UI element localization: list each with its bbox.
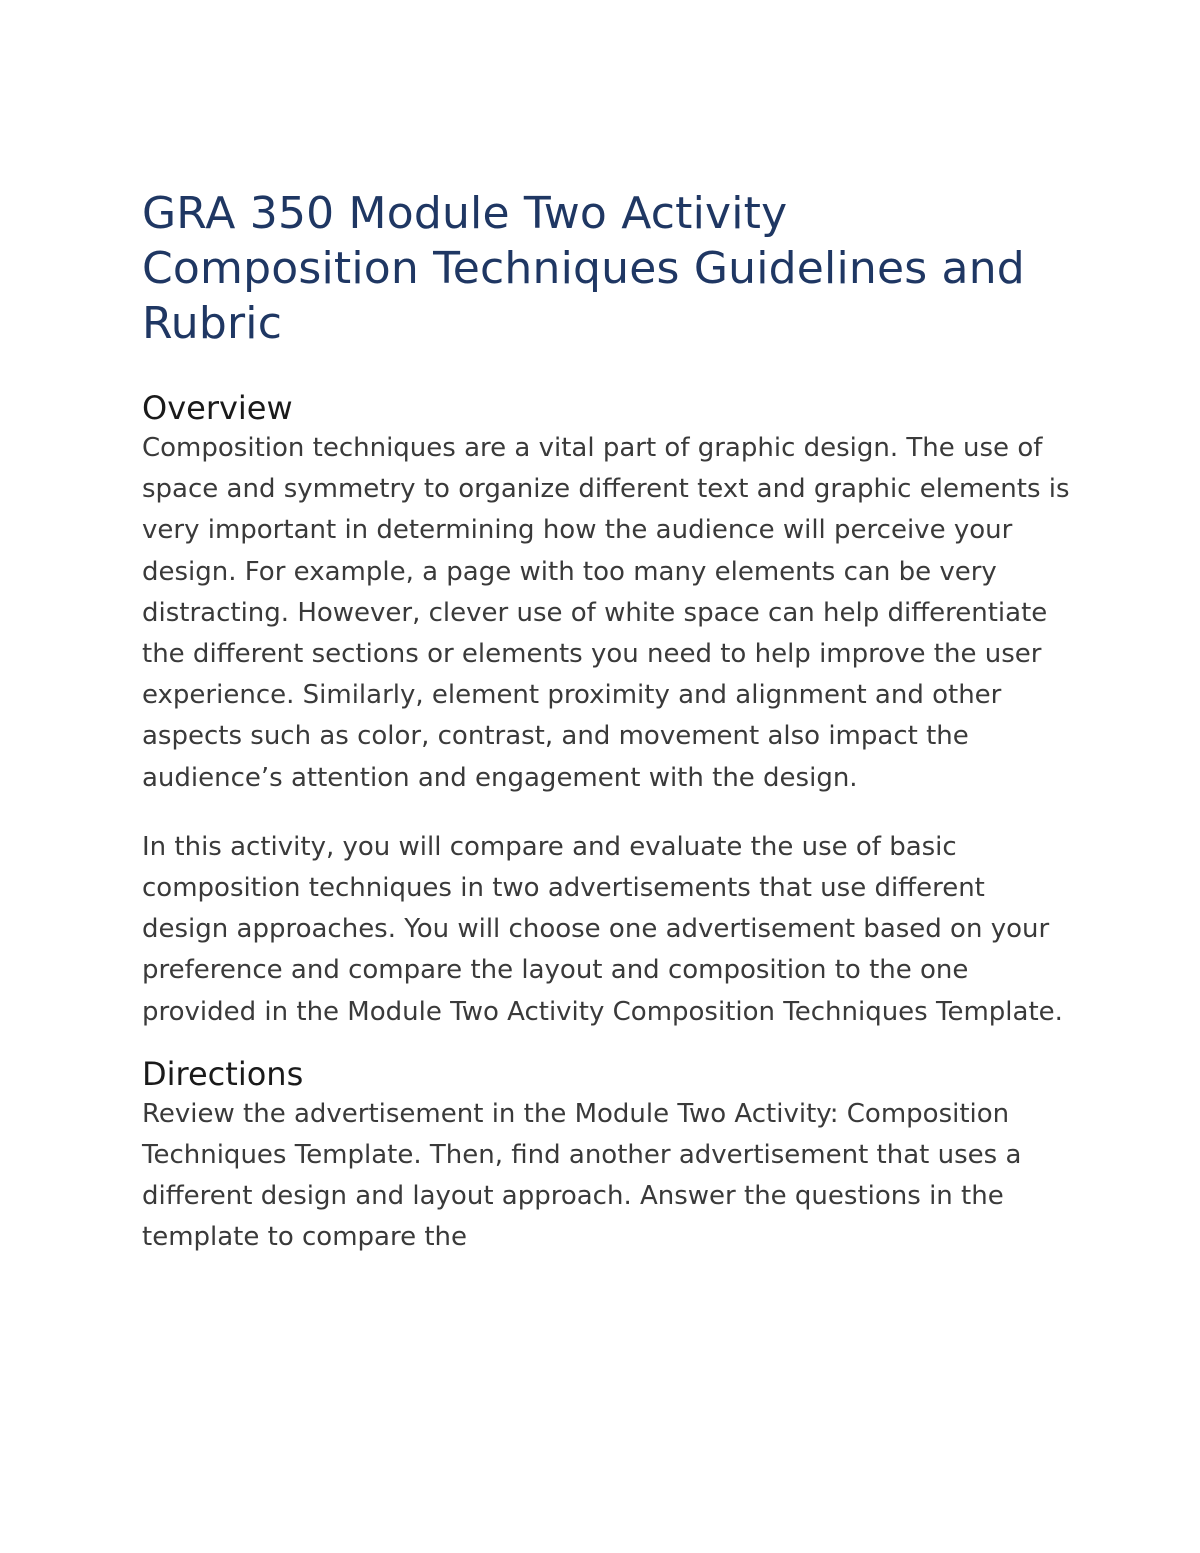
document-content	[142, 186, 1072, 1259]
overview-paragraph-1: Composition techniques are a vital part of graphic design. The use of space and symmetry to organize different text and graphic elements is very important in determining how the audience will perceive your design. For example, a page with too many elements can be very distracting. However, clever use of white space can help differentiate the different sections or elements you need to help improve the user experience. Similarly, element proximity and alignment and other aspects such as color, contrast, and movement also impact the audience’s attention and engagement with the design.	[142, 433, 1070, 793]
directions-paragraph-1: Review the advertisement in the Module Two Activity: Composition Techniques Template. Then, find another advertisement that uses a different design and layout approach. Answer the questions in the template to compare the	[142, 1098, 1022, 1253]
directions-heading: Directions	[142, 1054, 304, 1093]
overview-heading: Overview	[142, 389, 293, 427]
document-title: GRA 350 Module Two Activity Composition Techniques Guidelines and Rubric	[142, 188, 1025, 349]
overview-paragraph-2: In this activity, you will compare and evaluate the use of basic composition techniques in two advertisements that use different design approaches. You will choose one advertisement based on your preference and compare the layout and composition to the one provided in the Module Two Activity Composition Techniques Template.	[142, 831, 1063, 1027]
